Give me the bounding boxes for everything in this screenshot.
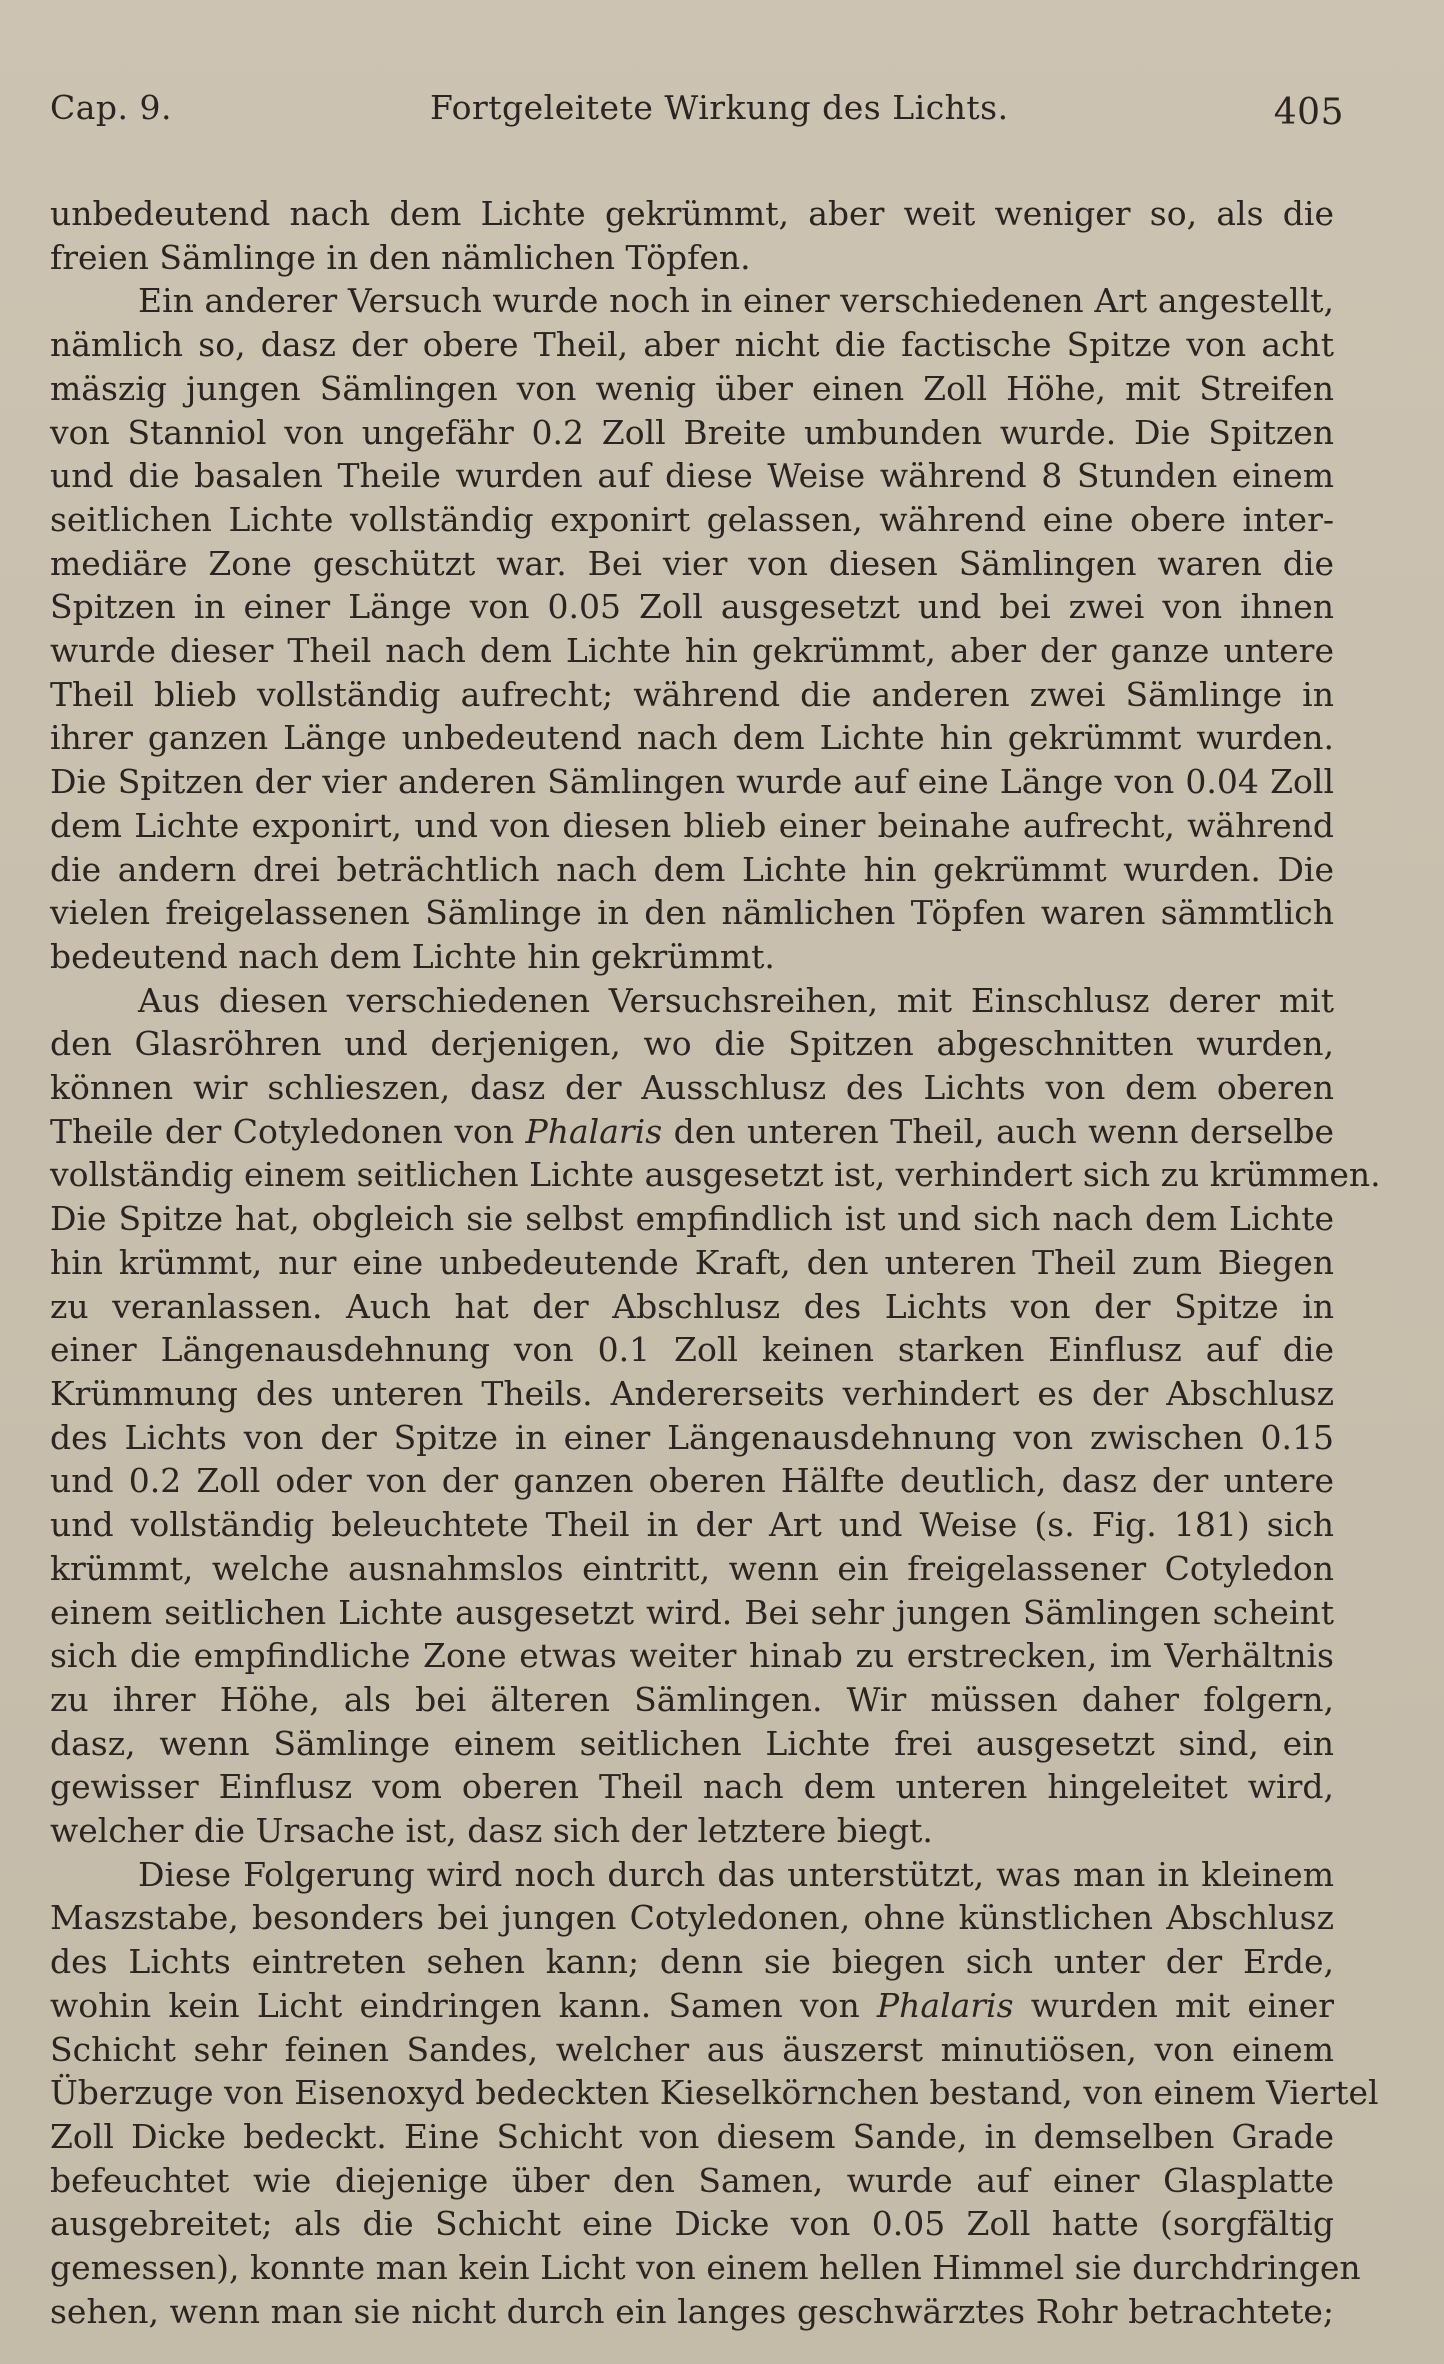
text-line: können wir schlieszen, dasz der Ausschlusz des Lichts von dem oberen	[50, 1068, 1334, 1108]
text-line: gemessen), konnte man kein Licht von einem hellen Himmel sie durchdringen	[50, 2248, 1361, 2288]
text-line: dasz, wenn Sämlinge einem seitlichen Lichte frei ausgesetzt sind, ein	[50, 1723, 1334, 1763]
text-line: gewisser Einflusz vom oberen Theil nach dem unteren hingeleitet wird,	[50, 1767, 1334, 1807]
text-line: und vollständig beleuchtete Theil in der Art und Weise (s. Fig. 181) sich	[50, 1505, 1334, 1545]
body-text	[50, 192, 1381, 2333]
page-header	[50, 78, 1344, 148]
text-line: seitlichen Lichte vollständig exponirt gelassen, während eine obere inter-	[50, 499, 1334, 539]
text-line: freien Sämlinge in den nämlichen Töpfen.	[50, 237, 751, 277]
page-number: 405	[1273, 92, 1344, 133]
text-line: des Lichts eintreten sehen kann; denn sie biegen sich unter der Erde,	[50, 1942, 1334, 1982]
text-line: Zoll Dicke bedeckt. Eine Schicht von diesem Sande, in demselben Grade	[50, 2116, 1334, 2156]
text-line: sehen, wenn man sie nicht durch ein langes geschwärztes Rohr betrachtete;	[50, 2291, 1334, 2331]
text-line: des Lichts von der Spitze in einer Längenausdehnung von zwischen 0.15	[50, 1417, 1334, 1457]
text-line: nämlich so, dasz der obere Theil, aber nicht die factische Spitze von acht	[50, 325, 1334, 365]
text-line: Die Spitze hat, obgleich sie selbst empfindlich ist und sich nach dem Lichte	[50, 1199, 1334, 1239]
text-line: und die basalen Theile wurden auf diese Weise während 8 Stunden einem	[50, 456, 1334, 496]
text-line: dem Lichte exponirt, und von diesen blieb einer beinahe aufrecht, während	[50, 805, 1334, 845]
text-line: Krümmung des unteren Theils. Andererseits verhindert es der Abschlusz	[50, 1373, 1334, 1413]
text-line: Theil blieb vollständig aufrecht; während die anderen zwei Sämlinge in	[50, 674, 1334, 714]
text-line: bedeutend nach dem Lichte hin gekrümmt.	[50, 936, 775, 976]
text-line: einer Längenausdehnung von 0.1 Zoll keinen starken Einflusz auf die	[50, 1330, 1334, 1370]
text-line: wohin kein Licht eindringen kann. Samen von Phalaris wurden mit einer	[50, 1985, 1334, 2025]
text-line: wurde dieser Theil nach dem Lichte hin gekrümmt, aber der ganze untere	[50, 631, 1334, 671]
text-line: vollständig einem seitlichen Lichte ausgesetzt ist, verhindert sich zu krümmen.	[50, 1155, 1381, 1195]
text-line: Diese Folgerung wird noch durch das unterstützt, was man in kleinem	[138, 1854, 1334, 1894]
text-line: Spitzen in einer Länge von 0.05 Zoll ausgesetzt und bei zwei von ihnen	[50, 587, 1334, 627]
text-line: Schicht sehr feinen Sandes, welcher aus äuszerst minutiösen, von einem	[50, 2029, 1334, 2069]
chapter-label: Cap. 9.	[50, 88, 173, 127]
text-line: zu veranlassen. Auch hat der Abschlusz des Lichts von der Spitze in	[50, 1286, 1334, 1326]
text-line: mediäre Zone geschützt war. Bei vier von diesen Sämlingen waren die	[50, 543, 1334, 583]
text-line: Ein anderer Versuch wurde noch in einer verschiedenen Art angestellt,	[138, 281, 1334, 321]
text-line: sich die empfindliche Zone etwas weiter hinab zu erstrecken, im Verhältnis	[50, 1636, 1334, 1676]
text-line: und 0.2 Zoll oder von der ganzen oberen Hälfte deutlich, dasz der untere	[50, 1461, 1334, 1501]
text-line: Die Spitzen der vier anderen Sämlingen wurde auf eine Länge von 0.04 Zoll	[50, 762, 1334, 802]
text-line: Maszstabe, besonders bei jungen Cotyledonen, ohne künstlichen Abschlusz	[50, 1898, 1334, 1938]
text-line: von Stanniol von ungefähr 0.2 Zoll Breite umbunden wurde. Die Spitzen	[50, 412, 1334, 452]
text-line: hin krümmt, nur eine unbedeutende Kraft, den unteren Theil zum Biegen	[50, 1242, 1334, 1282]
text-line: ihrer ganzen Länge unbedeutend nach dem Lichte hin gekrümmt wurden.	[50, 718, 1334, 758]
text-line: mäszig jungen Sämlingen von wenig über einen Zoll Höhe, mit Streifen	[50, 368, 1334, 408]
text-line: einem seitlichen Lichte ausgesetzt wird. Bei sehr jungen Sämlingen scheint	[50, 1592, 1334, 1632]
text-line: krümmt, welche ausnahmslos eintritt, wenn ein freigelassener Cotyledon	[50, 1548, 1334, 1588]
text-line: befeuchtet wie diejenige über den Samen, wurde auf einer Glasplatte	[50, 2160, 1334, 2200]
running-title: Fortgeleitete Wirkung des Lichts.	[430, 88, 1009, 127]
text-line: Theile der Cotyledonen von Phalaris den unteren Theil, auch wenn derselbe	[50, 1111, 1335, 1151]
text-line: zu ihrer Höhe, als bei älteren Sämlingen. Wir müssen daher folgern,	[50, 1679, 1334, 1719]
text-line: welcher die Ursache ist, dasz sich der letztere biegt.	[50, 1811, 933, 1851]
text-line: die andern drei beträchtlich nach dem Lichte hin gekrümmt wurden. Die	[50, 849, 1334, 889]
text-line: ausgebreitet; als die Schicht eine Dicke von 0.05 Zoll hatte (sorgfältig	[50, 2204, 1334, 2244]
text-line: vielen freigelassenen Sämlinge in den nämlichen Töpfen waren sämmtlich	[50, 893, 1334, 933]
text-line: Aus diesen verschiedenen Versuchsreihen, mit Einschlusz derer mit	[138, 980, 1334, 1020]
text-line: den Glasröhren und derjenigen, wo die Spitzen abgeschnitten wurden,	[50, 1024, 1334, 1064]
text-line: Überzuge von Eisenoxyd bedeckten Kieselkörnchen bestand, von einem Viertel	[50, 2073, 1379, 2113]
text-line: unbedeutend nach dem Lichte gekrümmt, aber weit weniger so, als die	[50, 194, 1334, 233]
